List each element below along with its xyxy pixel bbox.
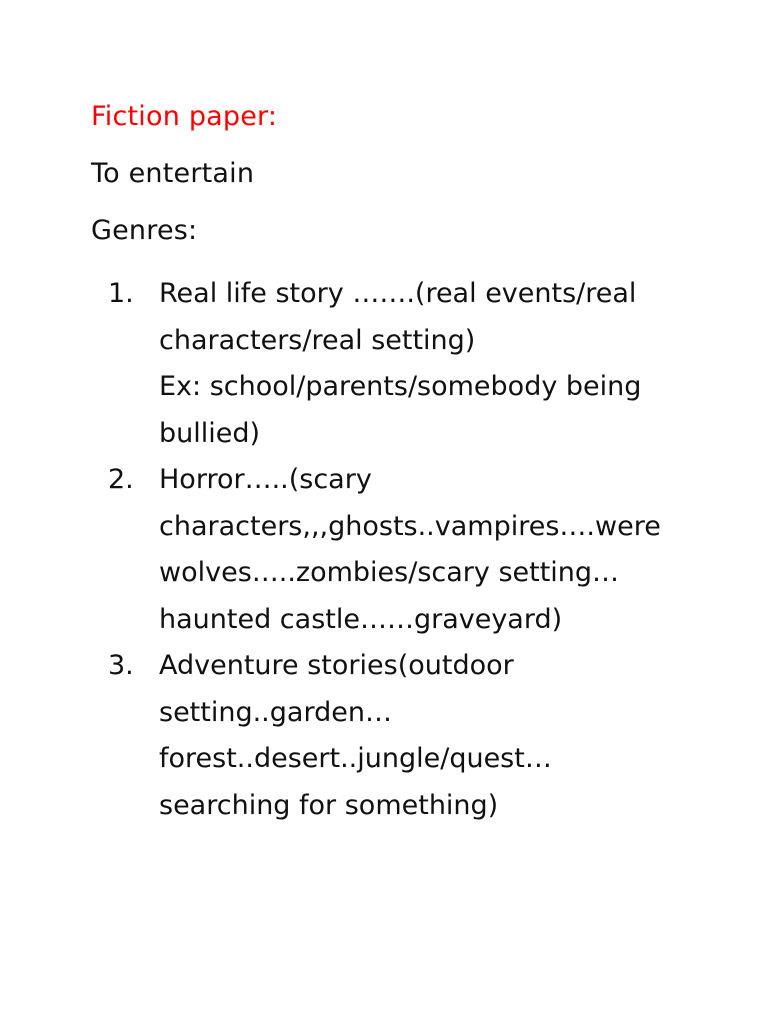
genre-line: bullied) <box>159 417 261 449</box>
genre-text <box>159 271 748 457</box>
genre-line: forest..desert..jungle/quest… <box>159 743 552 774</box>
genre-line: Ex: school/parents/somebody being <box>159 371 642 402</box>
genre-line: Adventure stories(outdoor <box>159 650 514 681</box>
document-title: Fiction paper: <box>91 101 278 132</box>
genre-line: Real life story …….(real events/real <box>159 278 637 309</box>
genre-line: haunted castle……graveyard) <box>159 603 563 635</box>
genre-line: Horror…..(scary <box>159 464 372 495</box>
genre-line: searching for something) <box>159 789 499 821</box>
genre-item-real-life <box>108 271 748 457</box>
genre-line: characters/real setting) <box>159 324 476 356</box>
purpose-text: To entertain <box>91 158 255 189</box>
genre-list <box>108 271 748 829</box>
genre-number: 1. <box>108 278 134 309</box>
genre-number: 3. <box>108 650 134 681</box>
genre-text <box>159 643 748 829</box>
genre-item-horror <box>108 457 748 643</box>
genre-line: wolves…..zombies/scary setting… <box>159 557 620 588</box>
genre-number: 2. <box>108 464 134 495</box>
genre-text <box>159 457 748 643</box>
genre-line: setting..garden… <box>159 696 392 728</box>
genre-item-adventure <box>108 643 748 829</box>
genres-heading: Genres: <box>91 215 198 246</box>
genre-line: characters,,,ghosts..vampires….were <box>159 510 661 542</box>
